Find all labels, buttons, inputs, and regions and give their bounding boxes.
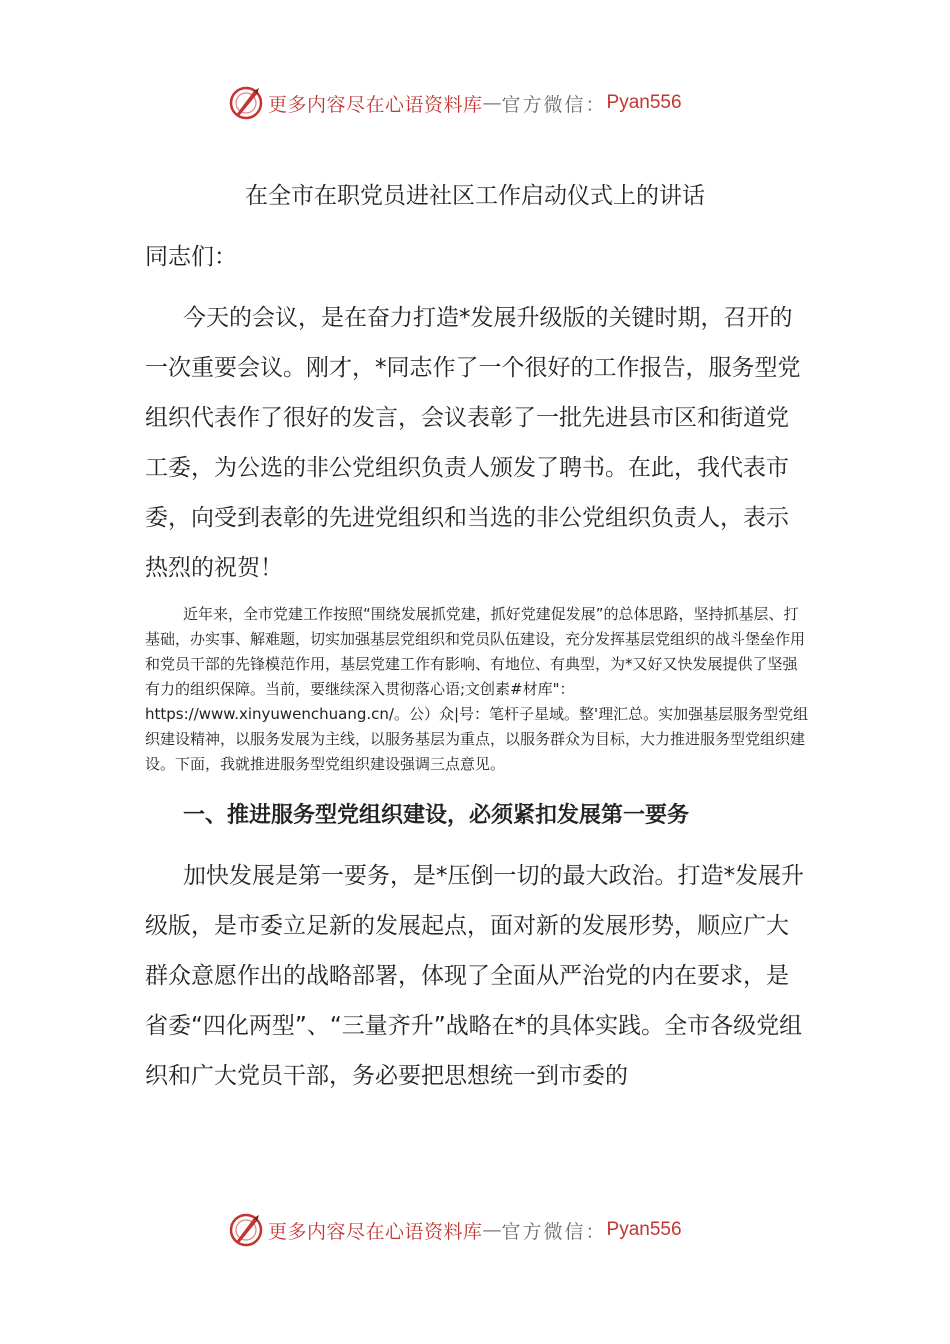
banner-wechat-label: 官方微信： <box>501 93 607 116</box>
section-heading-1: 一、推进服务型党组织建设，必须紧扣发展第一要务 <box>183 803 690 828</box>
salutation: 同志们： <box>145 244 237 270</box>
document-title: 在全市在职党员进社区工作启动仪式上的讲话 <box>245 183 705 209</box>
banner-wechat-label: 官方微信： <box>501 1220 607 1243</box>
paragraph-background: 近年来，全市党建工作按照“围绕发展抓党建，抓好党建促发展”的总体思路，坚持抓基层、打基础，办实事、解难题，切实加强基层党组织和党员队伍建设，充分发挥基层党组织的战斗堡垒作用和党员干部的先锋模范作用，基层党建工作有影响、有地位、有典型，为*又好又快发展提供了坚强有力的组织保障。当前，要继续深入贯彻落心语;文创素#材库"：https://www.xinyuwenchuang.cn/。公）众|号：笔杆子星域。整'理汇总。实加强基层服务型党组织建设精神，以服务发展为主线，以服务基层为重点，以服务群众为目标，大力推进服务型党组织建设。下面，我就推进服务型党组织建设强调三点意见。 <box>145 605 809 773</box>
banner-text: 更多内容尽在心语资料库 <box>268 93 483 116</box>
footer-banner <box>228 1210 728 1250</box>
banner-text: 更多内容尽在心语资料库 <box>268 1220 483 1243</box>
banner-separator: — <box>482 1219 502 1241</box>
header-banner <box>228 83 728 123</box>
banner-wechat-id: Pyan556 <box>606 92 682 113</box>
paragraph-section-1: 加快发展是第一要务，是*压倒一切的最大政治。打造*发展升级版，是市委立足新的发展起点，面对新的发展形势，顺应广大群众意愿作出的战略部署，体现了全面从严治党的内在要求，是省委“四化两型”、“三量齐升”战略在*的具体实践。全市各级党组织和广大党员干部，务必要把思想统一到市委的 <box>145 863 804 1089</box>
paragraph-opening: 今天的会议，是在奋力打造*发展升级版的关键时期，召开的一次重要会议。刚才，*同志作了一个很好的工作报告，服务型党组织代表作了很好的发言，会议表彰了一批先进县市区和街道党工委，为公选的非公党组织负责人颁发了聘书。在此，我代表市委，向受到表彰的先进党组织和当选的非公党组织负责人，表示热烈的祝贺！ <box>145 305 801 581</box>
quill-logo-icon <box>228 1212 264 1248</box>
banner-separator: — <box>482 92 502 114</box>
banner-wechat-id: Pyan556 <box>606 1219 682 1240</box>
quill-logo-icon <box>228 85 264 121</box>
